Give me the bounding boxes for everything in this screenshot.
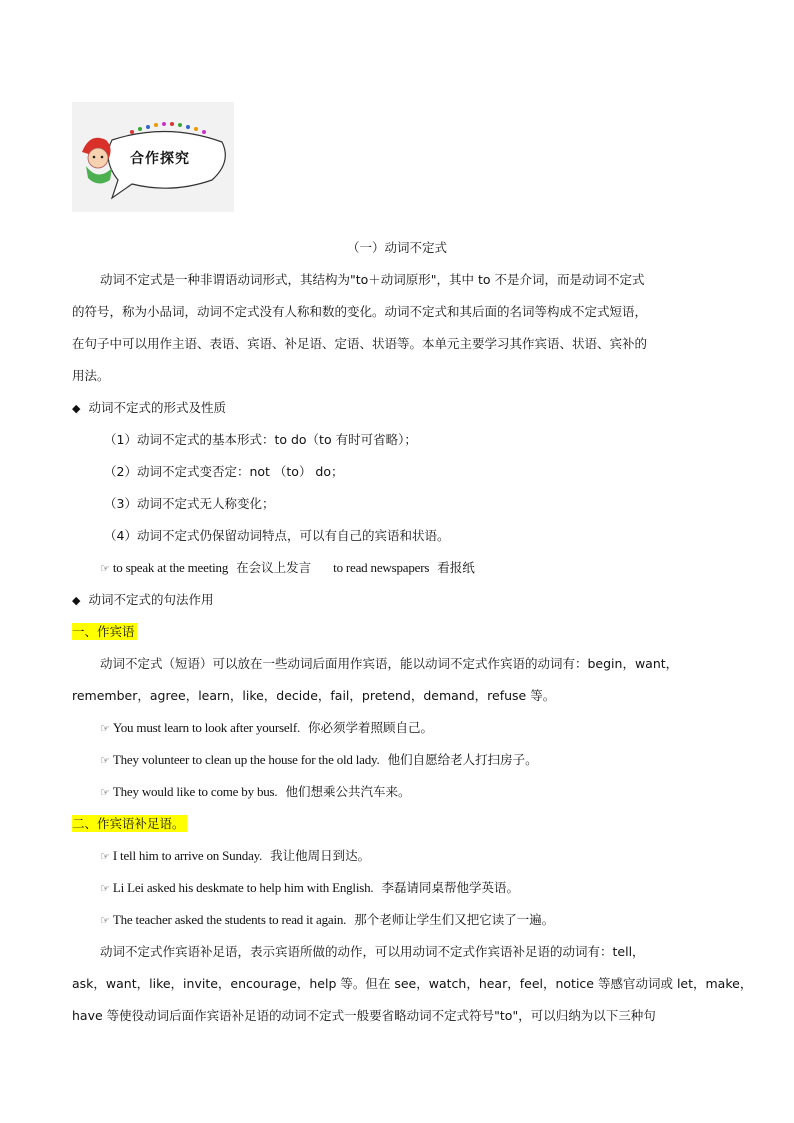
subheading-complement-text: 二、作宾语补足语。 [72,816,185,831]
heading-syntax [72,592,213,609]
example-phrases [100,560,475,577]
pointing-hand-icon: ☞ [100,914,110,927]
section-banner [72,102,234,212]
object-text-line-2: remember，agree，learn，like，decide，fail，pretend，demand，refuse 等。 [72,688,556,703]
example-zh: 看报纸 [437,560,475,575]
example-en: You must learn to look after yourself. [112,720,301,735]
pointing-hand-icon: ☞ [100,562,110,575]
pointing-hand-icon: ☞ [100,722,110,735]
example-en: They would like to come by bus. [112,784,278,799]
complement-text-line-2: ask，want，like，invite，encourage，help 等。但在 see，watch，hear，feel，notice 等感官动词或 let，make， [72,976,753,991]
example-en: The teacher asked the students to read it again. [112,912,347,927]
pointing-hand-icon: ☞ [100,786,110,799]
section-title: （一）动词不定式 [346,240,447,255]
example-sentence [100,912,554,929]
example-en: to read newspapers [333,560,430,575]
complement-text-line-1: 动词不定式作宾语补足语，表示宾语所做的动作，可以用动词不定式作宾语补足语的动词有：tell， [100,944,645,959]
subheading-object-text: 一、作宾语 [72,624,135,639]
heading-forms-text: 动词不定式的形式及性质 [88,400,226,415]
intro-line-2: 的符号，称为小品词，动词不定式没有人称和数的变化。动词不定式和其后面的名词等构成不定式短语， [72,304,648,319]
pointing-hand-icon: ☞ [100,850,110,863]
form-item-2: （2）动词不定式变否定：not （to） do； [104,464,344,479]
example-en: I tell him to arrive on Sunday. [112,848,263,863]
form-item-1: （1）动词不定式的基本形式：to do（to 有时可省略）； [104,432,417,447]
pointing-hand-icon: ☞ [100,882,110,895]
example-sentence [100,752,538,769]
heading-forms [72,400,226,417]
example-en: Li Lei asked his deskmate to help him with English. [112,880,374,895]
example-sentence [100,848,370,865]
intro-line-4: 用法。 [72,368,110,383]
example-zh: 你必须学着照顾自己。 [308,720,434,735]
banner-title: 合作探究 [130,151,190,167]
object-text-line-1: 动词不定式（短语）可以放在一些动词后面用作宾语，能以动词不定式作宾语的动词有：begin，want， [100,656,679,671]
example-zh: 他们想乘公共汽车来。 [285,784,411,799]
example-sentence [100,880,519,897]
example-zh: 李磊请同桌帮他学英语。 [381,880,519,895]
example-en: to speak at the meeting [112,560,229,575]
example-sentence [100,720,433,737]
subheading-object [72,624,137,640]
example-en: They volunteer to clean up the house for the old lady. [112,752,380,767]
example-zh: 他们自愿给老人打扫房子。 [387,752,538,767]
pointing-hand-icon: ☞ [100,754,110,767]
diamond-bullet-icon: ◆ [72,402,81,415]
form-item-4: （4）动词不定式仍保留动词特点，可以有自己的宾语和状语。 [104,528,450,543]
form-item-3: （3）动词不定式无人称变化； [104,496,275,511]
diamond-bullet-icon: ◆ [72,594,81,607]
example-zh: 那个老师让学生们又把它读了一遍。 [354,912,555,927]
intro-line-3: 在句子中可以用作主语、表语、宾语、补足语、定语、状语等。本单元主要学习其作宾语、状语、宾补的 [72,336,648,351]
subheading-complement [72,816,187,832]
example-zh: 在会议上发言 [236,560,312,575]
example-zh: 我让他周日到达。 [270,848,371,863]
intro-line-1: 动词不定式是一种非谓语动词形式，其结构为"to＋动词原形"，其中 to 不是介词，而是动词不定式 [100,272,645,287]
complement-text-line-3: have 等使役动词后面作宾语补足语的动词不定式一般要省略动词不定式符号"to"，可以归纳为以下三种句 [72,1008,656,1023]
example-sentence [100,784,410,801]
heading-syntax-text: 动词不定式的句法作用 [88,592,214,607]
